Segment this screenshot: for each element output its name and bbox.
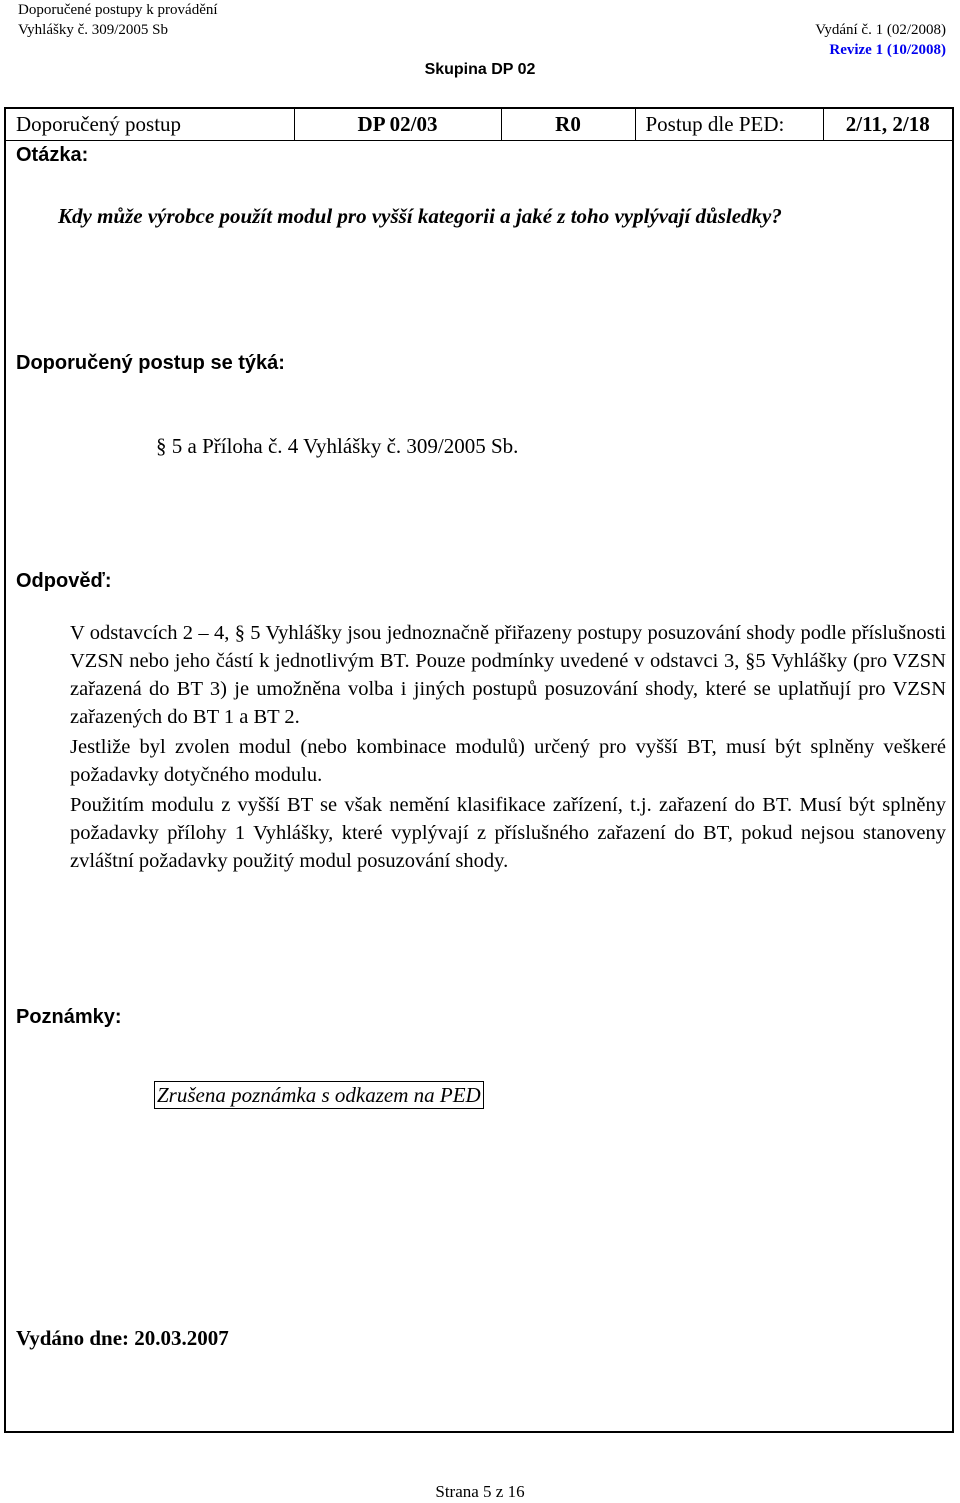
group-title: Skupina DP 02: [424, 61, 536, 78]
edition-label: Vydání č. 1 (02/2008): [815, 22, 946, 38]
answer-paragraph: V odstavcích 2 – 4, § 5 Vyhlášky jsou jednoznačně přiřazeny postupy posuzování shody podle příslušnosti VZSN nebo jeho částí k jednotlivým BT. Pouze podmínky uvedené v odstavci 3, §5 Vyhlášky (pro VZSN zařazená do BT 3) je umožněna volba i jiných postupů posuzování shody, které se uplatňují pro VZSN zařazených do BT 1 a BT 2.: [70, 622, 946, 728]
question-text: Kdy může výrobce použít modul pro vyšší kategorii a jaké z toho vyplývají důsledky?: [58, 204, 782, 228]
revision-label: Revize 1 (10/2008): [829, 42, 946, 58]
ped-value: 2/11, 2/18: [823, 109, 952, 141]
section-sign: §: [156, 434, 167, 458]
procedure-frame: [4, 107, 954, 1433]
issue-date: Vydáno dne: 20.03.2007: [16, 1326, 229, 1350]
notes-text: Zrušena poznámka s odkazem na PED: [154, 1081, 484, 1109]
procedure-id-row: [6, 109, 952, 141]
answer-body: [70, 619, 946, 875]
scope-reference: 5 a Příloha č. 4 Vyhlášky č. 309/2005 Sb.: [171, 434, 519, 458]
answer-heading: Odpověď:: [16, 570, 112, 592]
page-number: Strana 5 z 16: [435, 1482, 525, 1501]
ped-label: Postup dle PED:: [635, 109, 823, 141]
procedure-code: DP 02/03: [294, 109, 501, 141]
notes-heading: Poznámky:: [16, 1006, 122, 1028]
answer-paragraph: Jestliže byl zvolen modul (nebo kombinace modulů) určený pro vyšší BT, musí být splněny veškeré požadavky dotyčného modulu.: [70, 736, 946, 786]
page-header-right: [815, 20, 946, 60]
scope-heading: Doporučený postup se týká:: [16, 352, 285, 374]
page-header-left: [18, 0, 218, 40]
answer-paragraph: Použitím modulu z vyšší BT se však nemění klasifikace zařízení, t.j. zařazení do BT. Musí být splněny požadavky přílohy 1 Vyhlášky, které vyplývají z příslušného zařazení do BT, pokud nejsou stanoveny zvláštní požadavky použitý modul posuzování shody.: [70, 794, 946, 872]
decree-reference: Vyhlášky č. 309/2005 Sb: [18, 22, 168, 38]
document-series-title: Doporučené postupy k provádění: [18, 2, 218, 18]
procedure-revision: R0: [501, 109, 635, 141]
scope-text: [156, 433, 518, 459]
question-heading: Otázka:: [16, 144, 89, 166]
procedure-label: Doporučený postup: [6, 109, 294, 141]
procedure-id-table: [6, 109, 952, 141]
